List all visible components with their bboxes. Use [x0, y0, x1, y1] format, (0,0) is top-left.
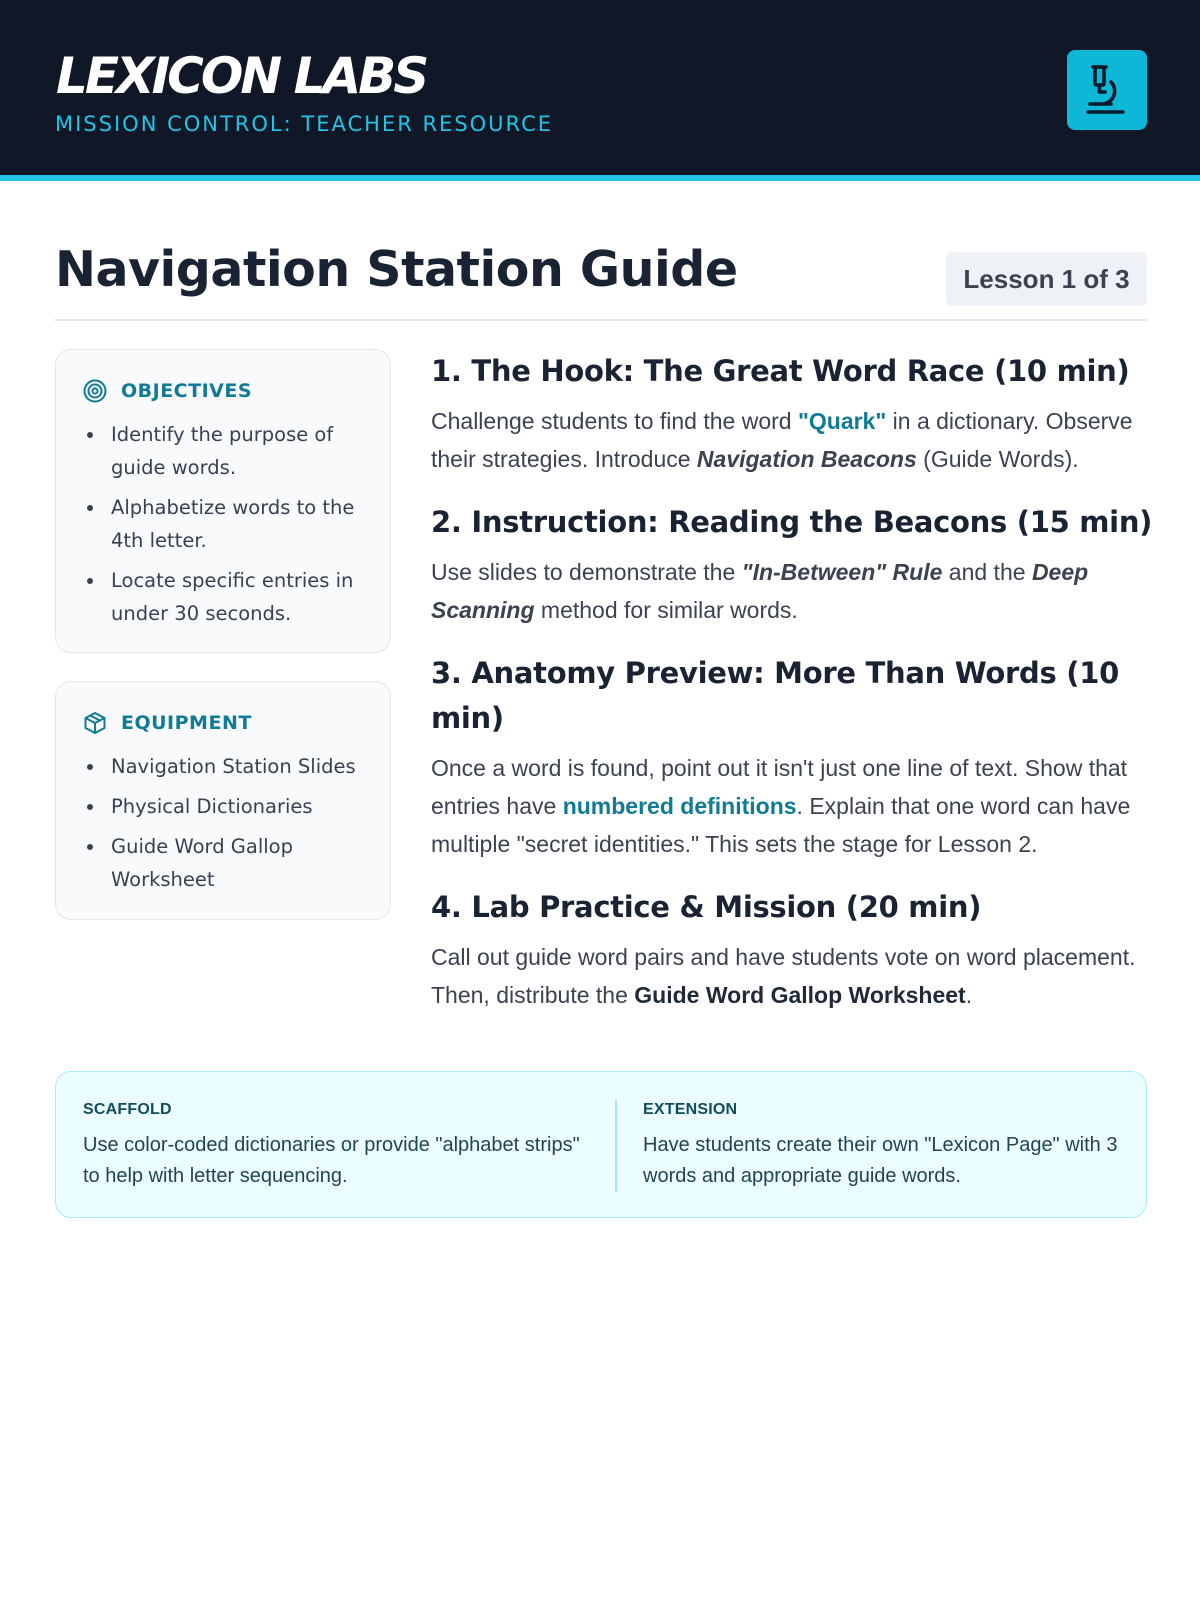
step-title: 4. Lab Practice & Mission (20 min) — [431, 890, 982, 924]
scaffold-label: SCAFFOLD — [83, 1101, 172, 1118]
logo-badge — [1067, 50, 1147, 130]
list-item: Alphabetize words to the 4th letter. — [84, 491, 374, 557]
step-text-run: in a dictionary. Observe their strategies. Introduce — [431, 408, 1133, 472]
scaffold-text: Use color-coded dictionaries or provide "alphabet strips" to help with letter sequencing. — [83, 1134, 580, 1187]
step-title: 2. Instruction: Reading the Beacons (15 min) — [431, 505, 1153, 539]
step-text-run: and the — [942, 559, 1032, 585]
target-icon — [83, 379, 107, 403]
page-title: Navigation Station Guide — [55, 241, 738, 298]
step-body — [431, 402, 1156, 478]
step-text-run: Use slides to demonstrate the — [431, 559, 742, 585]
page-header — [0, 0, 1200, 181]
step-text-run: Navigation Beacons — [696, 446, 917, 472]
step-title: 1. The Hook: The Great Word Race (10 min) — [431, 354, 1130, 388]
list-item: Guide Word Gallop Worksheet — [84, 830, 374, 896]
step-body — [431, 749, 1156, 863]
list-item: Navigation Station Slides — [84, 750, 374, 783]
tips-divider — [615, 1100, 617, 1192]
brand-subtitle: MISSION CONTROL: TEACHER RESOURCE — [55, 112, 554, 136]
lesson-steps — [431, 349, 1156, 1036]
microscope-icon — [1085, 64, 1129, 116]
objectives-list — [84, 418, 374, 637]
brand-name: LEXICON LABS — [56, 47, 427, 105]
step-text-run: method for similar words. — [534, 597, 798, 623]
step-title: 3. Anatomy Preview: More Than Words (10 min) — [431, 656, 1119, 735]
scaffold-tip — [83, 1100, 583, 1192]
tips-panel — [55, 1071, 1147, 1218]
extension-text: Have students create their own "Lexicon Page" with 3 words and appropriate guide words. — [643, 1134, 1118, 1187]
extension-label: EXTENSION — [643, 1101, 738, 1118]
objectives-header — [83, 376, 252, 406]
step-text-run: . — [965, 982, 973, 1008]
step-text-run: . Explain that one word can have multiple "secret identities." This sets the stage for Lesson 2. — [431, 793, 1131, 857]
equipment-card — [55, 681, 391, 920]
list-item: Locate specific entries in under 30 seconds. — [84, 564, 374, 630]
step-body — [431, 553, 1156, 629]
step-body — [431, 938, 1156, 1014]
step-text-run: Deep Scanning — [431, 559, 1089, 623]
step-text-run: Call out guide word pairs and have students vote on word placement. Then, distribute the — [431, 944, 1136, 1008]
step-text-run: "Quark" — [797, 408, 887, 434]
step-text-run: (Guide Words). — [916, 446, 1079, 472]
list-item: Physical Dictionaries — [84, 790, 374, 823]
equipment-title: EQUIPMENT — [121, 712, 252, 734]
step-text-run: Once a word is found, point out it isn't just one line of text. Show that entries have — [431, 755, 1128, 819]
equipment-header — [83, 708, 252, 738]
objectives-card — [55, 349, 391, 653]
list-item: Identify the purpose of guide words. — [84, 418, 374, 484]
step-text-run: "In-Between" Rule — [741, 559, 943, 585]
step-text-run: Challenge students to find the word — [431, 408, 798, 434]
title-divider — [55, 319, 1147, 321]
extension-tip — [643, 1100, 1143, 1192]
lesson-badge: Lesson 1 of 3 — [946, 252, 1147, 306]
box-icon — [83, 711, 107, 735]
step-text-run: Guide Word Gallop Worksheet — [634, 982, 966, 1008]
equipment-list — [84, 750, 374, 903]
step-text-run: numbered definitions — [562, 793, 797, 819]
objectives-title: OBJECTIVES — [121, 380, 253, 402]
